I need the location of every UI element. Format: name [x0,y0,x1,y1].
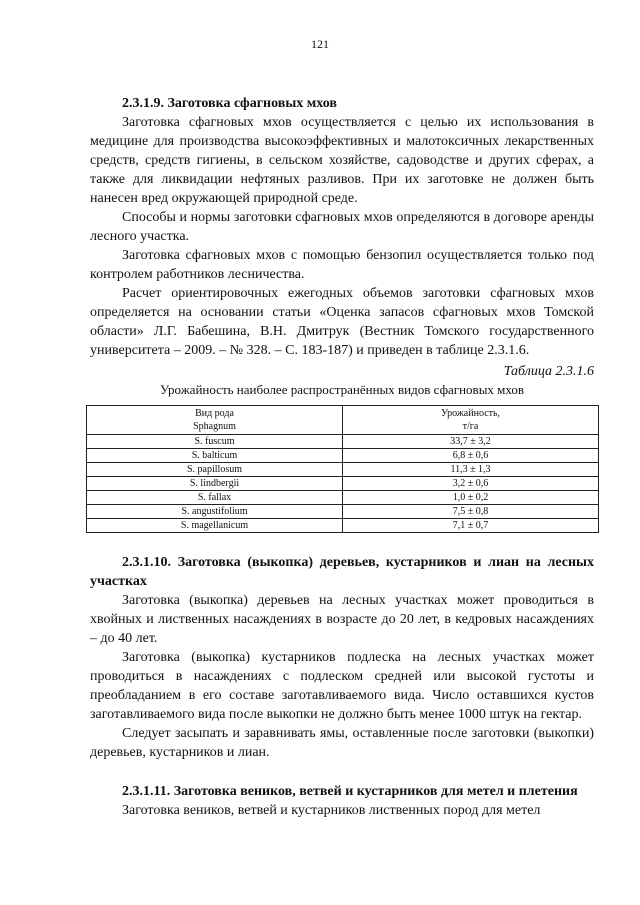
table-caption: Таблица 2.3.1.6 [503,364,594,379]
yield-table [86,405,599,533]
paragraph: Заготовка (выкопка) деревьев на лесных участках может проводиться в хвойных и лиственных насаждениях в возрасте до 20 лет, в кедровых насаждениях – до 40 лет. [90,593,594,646]
table-row [87,435,599,449]
species-cell: S. lindbergii [87,477,343,491]
paragraph: Заготовка сфагновых мхов осуществляется с целью их использования в медицине для производства высокоэффективных и малотоксичных лекарственных средств, средств гигиены, в сельском хозяйстве, садоводстве и других сферах, а также для ликвидации нефтяных разливов. При их заготовке не должен быть нанесен вред окружающей природной среде. [90,115,594,206]
header-yield [343,406,599,435]
header-yield-line2: т/га [462,421,479,432]
paragraph: Заготовка веников, ветвей и кустарников лиственных пород для метел [122,803,541,818]
table-header-row [87,406,599,435]
spacer [90,533,594,553]
table-row [87,505,599,519]
table-row [87,491,599,505]
yield-cell: 33,7 ± 3,2 [343,435,599,449]
species-cell: S. magellanicum [87,519,343,533]
section-heading-brooms: 2.3.1.11. Заготовка веников, ветвей и кустарников для метел и плетения [122,784,578,799]
yield-cell: 3,2 ± 0,6 [343,477,599,491]
page-number: 121 [311,37,329,51]
species-cell: S. fuscum [87,435,343,449]
paragraph: Заготовка сфагновых мхов с помощью бензопил осуществляется только под контролем работников лесничества. [90,248,594,282]
yield-cell: 7,1 ± 0,7 [343,519,599,533]
header-species [87,406,343,435]
paragraph: Заготовка (выкопка) кустарников подлеска на лесных участках может проводиться в насаждениях с подлеском средней или высокой густоты и преобладанием в его составе заготавливаемого вида. Число оставшихся кустов заготавливаемого вида после выкопки не должно быть менее 1000 штук на гектар. [90,650,594,722]
header-species-line2: Sphagnum [193,421,236,432]
table-row [87,519,599,533]
header-yield-line1: Урожайность, [440,408,501,419]
header-species-line1: Вид рода [195,408,234,419]
spacer [90,762,594,782]
table-title: Урожайность наиболее распространённых видов сфагновых мхов [159,382,525,397]
paragraph: Способы и нормы заготовки сфагновых мхов определяются в договоре аренды лесного участка. [90,210,594,244]
paragraph: Расчет ориентировочных ежегодных объемов заготовки сфагновых мхов определяется на основании статьи «Оценка запасов сфагновых мхов Томской области» Л.Г. Бабешина, В.Н. Дмитрук (Вестник Томского государственного университета – 2009. – № 328. – С. 183-187) и приведен в таблице 2.3.1.6. [90,286,594,358]
table-row [87,477,599,491]
yield-cell: 1,0 ± 0,2 [343,491,599,505]
yield-cell: 6,8 ± 0,6 [343,449,599,463]
species-cell: S. balticum [87,449,343,463]
species-cell: S. papillosum [87,463,343,477]
table-row [87,449,599,463]
table-row [87,463,599,477]
section-heading-digging: 2.3.1.10. Заготовка (выкопка) деревьев, кустарников и лиан на лесных участках [90,555,594,589]
species-cell: S. fallax [87,491,343,505]
section-heading-moss: 2.3.1.9. Заготовка сфагновых мхов [122,96,337,111]
paragraph: Следует засыпать и заравнивать ямы, оставленные после заготовки (выкопки) деревьев, кустарников и лиан. [90,726,594,760]
species-cell: S. angustifolium [87,505,343,519]
yield-cell: 7,5 ± 0,8 [343,505,599,519]
yield-cell: 11,3 ± 1,3 [343,463,599,477]
page-content [90,94,594,820]
